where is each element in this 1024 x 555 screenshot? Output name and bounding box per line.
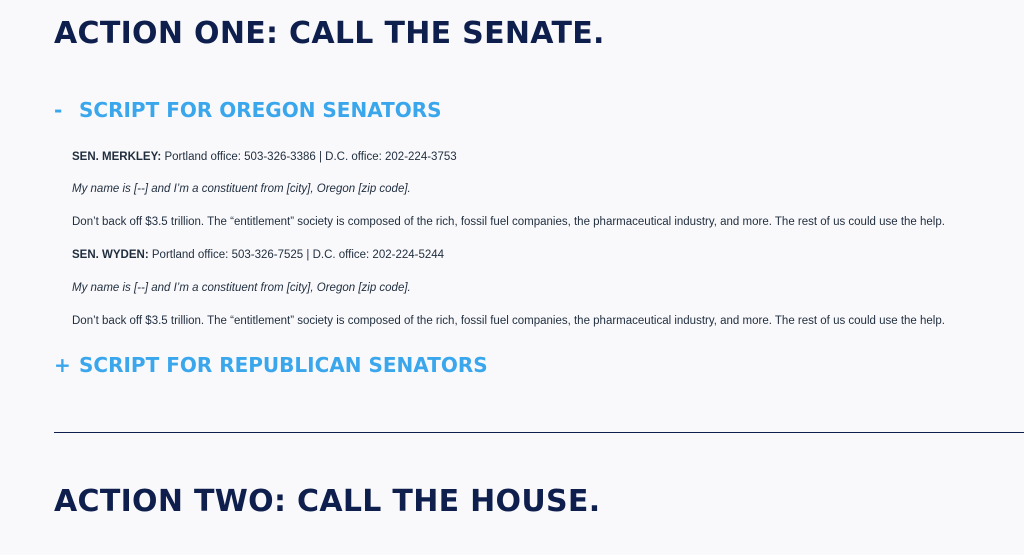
merkley-contact — [72, 150, 457, 164]
oregon-script-content — [72, 0, 1002, 555]
collapse-icon[interactable]: - — [54, 98, 63, 122]
wyden-offices: Portland office: 503-326-7525 | D.C. office: 202-224-5244 — [151, 249, 445, 261]
wyden-name: SEN. WYDEN: — [72, 249, 149, 261]
merkley-offices: Portland office: 503-326-3386 | D.C. office: 202-224-3753 — [164, 151, 457, 163]
expand-icon[interactable]: + — [54, 353, 71, 377]
merkley-name: SEN. MERKLEY: — [72, 151, 162, 163]
wyden-intro: My name is [--] and I’m a constituent from [city], Oregon [zip code]. — [72, 282, 411, 294]
action-one-heading: ACTION ONE: CALL THE SENATE. — [54, 16, 605, 51]
merkley-intro: My name is [--] and I’m a constituent from [city], Oregon [zip code]. — [72, 183, 411, 195]
section-divider — [54, 432, 1024, 433]
wyden-ask: Don’t back off $3.5 trillion. The “entitlement” society is composed of the rich, fossil fuel companies, the pharmaceutical industry, and more. The rest of us could use the help. — [72, 315, 945, 327]
accordion-republican-senators[interactable] — [54, 350, 488, 380]
merkley-ask: Don’t back off $3.5 trillion. The “entitlement” society is composed of the rich, fossil fuel companies, the pharmaceutical industry, and more. The rest of us could use the help. — [72, 216, 945, 228]
wyden-contact — [72, 248, 444, 262]
accordion-oregon-title[interactable]: SCRIPT FOR OREGON SENATORS — [79, 98, 442, 122]
accordion-republican-title[interactable]: SCRIPT FOR REPUBLICAN SENATORS — [79, 353, 488, 377]
action-two-heading: ACTION TWO: CALL THE HOUSE. — [54, 484, 601, 519]
